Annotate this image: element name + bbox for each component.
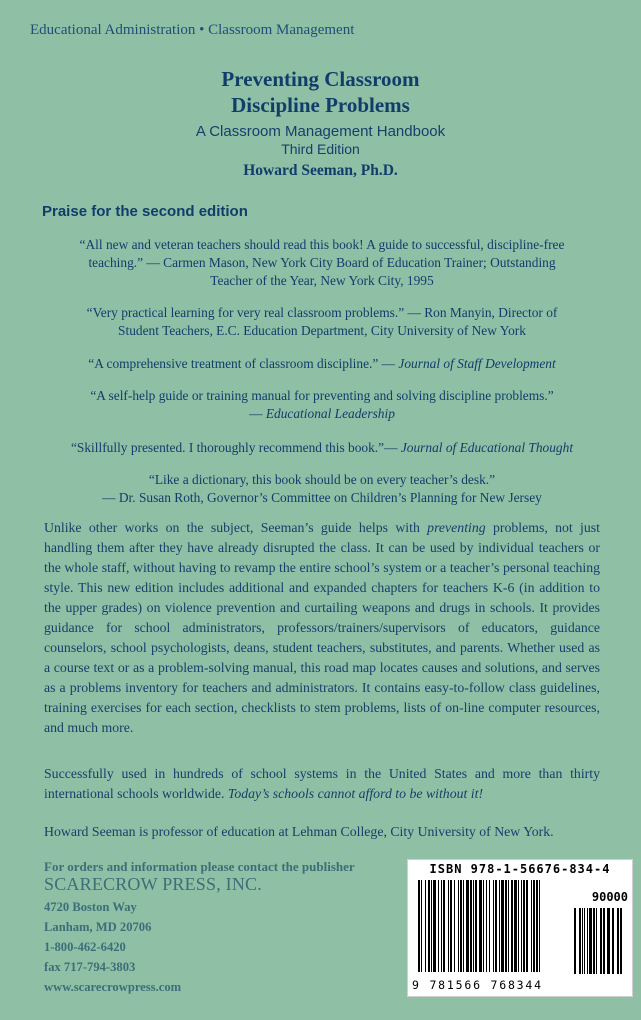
barcode-supplement-bar xyxy=(603,908,605,974)
barcode-supplement-bar xyxy=(574,908,576,974)
publisher-name: SCARECROW PRESS, INC. xyxy=(44,874,262,894)
barcode-bar xyxy=(508,880,509,972)
publisher-phone: 1-800-462-6420 xyxy=(44,940,126,954)
praise-heading: Praise for the second edition xyxy=(42,203,248,220)
praise-quote-5 xyxy=(48,439,596,457)
author-bio: Howard Seeman is professor of education at Lehman College, City University of New York. xyxy=(44,824,554,839)
barcode-supplement-bar xyxy=(617,908,619,974)
publisher-address-2: Lanham, MD 20706 xyxy=(44,920,152,934)
barcode-bar xyxy=(531,880,532,972)
barcode-bar xyxy=(470,880,472,972)
praise-quote-4 xyxy=(48,387,596,423)
quote-text: “Like a dictionary, this book should be on every teacher’s desk.” xyxy=(148,472,496,487)
quote-source: Journal of Educational Thought xyxy=(400,440,574,455)
barcode-bar xyxy=(501,880,504,972)
isbn-barcode xyxy=(407,859,633,997)
quote-text: “A comprehensive treatment of classroom discipline.” — xyxy=(88,356,399,371)
barcode-bar xyxy=(458,880,459,972)
barcode-bar xyxy=(448,880,449,972)
quote-text: Teacher of the Year, New York City, 1995 xyxy=(210,273,434,288)
quote-dash: — xyxy=(249,406,266,421)
publisher-address-1: 4720 Boston Way xyxy=(44,900,137,914)
usage-text: Successfully used in hundreds of school systems in the United States and more than thirty international schools worldwide. xyxy=(44,766,600,801)
category-line: Educational Administration • Classroom Management xyxy=(30,22,355,38)
barcode-bar xyxy=(518,880,519,972)
barcode-bar xyxy=(499,880,500,972)
barcode-bar xyxy=(450,880,452,972)
description-emphasis: preventing xyxy=(427,520,486,535)
barcode-bar xyxy=(505,880,507,972)
barcode-bar xyxy=(521,880,522,972)
description-paragraph xyxy=(44,518,600,738)
author-name: Howard Seeman, Ph.D. xyxy=(243,162,398,179)
barcode-supplement-bar xyxy=(587,908,588,974)
book-title-line-1: Preventing Classroom xyxy=(221,67,420,91)
barcode-supplement-bar xyxy=(607,908,610,974)
quote-text: “All new and veteran teachers should read this book! A guide to successful, discipline-free xyxy=(79,237,565,252)
barcode-bar xyxy=(479,880,482,972)
praise-quote-6 xyxy=(48,471,596,507)
barcode-bar xyxy=(454,880,455,972)
description-text: problems, not just handling them after they have already disrupted the class. It can be used by individual teachers or the whole staff, without having to revamp the entire school’s system or a teacher’s personal teaching style. This new edition includes additional and expanded chapters for teachers K-6 (in addition to the upper grades) on violence prevention and curtailing weapons and drugs in schools. It provides guidance for school administrators, professors/trainers/supervisors of educators, guidance counselors, school psychologists, deans, student teachers, substitutes, and parents. Whether used as a course text or as a problem-solving manual, this road map locates causes and solutions, and serves as a problems inventory for teachers and administrators. It contains easy-to-follow class guidelines, training exercises for each section, checklists to stem problems, lists of on-line computer resources, and much more. xyxy=(44,520,600,735)
barcode-bar xyxy=(475,880,477,972)
usage-paragraph xyxy=(44,764,600,804)
barcode-supplement-bar xyxy=(582,908,583,974)
ean-number: 9 781566 768344 xyxy=(412,978,543,992)
isbn-text: ISBN 978-1-56676-834-4 xyxy=(429,862,611,876)
publisher-contact-line: For orders and information please contact the publisher xyxy=(44,859,355,874)
barcode-bar xyxy=(431,880,432,972)
edition-label: Third Edition xyxy=(281,141,360,157)
barcode-supplement-bar xyxy=(593,908,595,974)
barcode-supplement-bar xyxy=(620,908,622,974)
barcode-bar xyxy=(473,880,474,972)
price-code: 90000 xyxy=(591,890,628,904)
barcode-supplement-bar xyxy=(589,908,592,974)
barcode-bar xyxy=(533,880,535,972)
quote-text: “Very practical learning for very real classroom problems.” — Ron Manyin, Director of xyxy=(86,305,558,320)
quote-text: teaching.” — Carmen Mason, New York City Board of Education Trainer; Outstanding xyxy=(88,255,556,270)
book-subtitle: A Classroom Management Handbook xyxy=(195,123,446,140)
barcode-bar xyxy=(438,880,439,972)
barcode-bar xyxy=(483,880,484,972)
usage-emphasis: Today’s schools cannot afford to be without it! xyxy=(227,786,484,801)
barcode-bar xyxy=(441,880,442,972)
quote-source: Journal of Staff Development xyxy=(398,356,556,371)
barcode-bar xyxy=(425,880,426,972)
description-text: Unlike other works on the subject, Seeman’s guide helps with xyxy=(44,520,428,535)
quote-text: — Dr. Susan Roth, Governor’s Committee on Children’s Planning for New Jersey xyxy=(102,490,542,505)
quote-text: “Skillfully presented. I thoroughly recommend this book.”— xyxy=(70,440,401,455)
barcode-bar xyxy=(489,880,490,972)
barcode-bar xyxy=(443,880,445,972)
barcode-bar xyxy=(460,880,462,972)
barcode-bar xyxy=(433,880,436,972)
barcode-supplement-bar xyxy=(600,908,602,974)
barcode-bar xyxy=(421,880,422,972)
barcode-bar xyxy=(466,880,469,972)
barcode-supplement-bar xyxy=(584,908,585,974)
publisher-website: www.scarecrowpress.com xyxy=(44,980,182,994)
barcode-bar xyxy=(536,880,538,972)
barcode-bar xyxy=(495,880,497,972)
barcode-bar xyxy=(418,880,420,972)
barcode-bar xyxy=(511,880,513,972)
quote-source: Educational Leadership xyxy=(265,406,395,421)
praise-quote-1 xyxy=(48,236,596,290)
praise-quote-2 xyxy=(48,304,596,340)
barcode-supplement-bar xyxy=(612,908,614,974)
praise-quote-3 xyxy=(48,355,596,373)
barcode-bar xyxy=(486,880,487,972)
quote-text: Student Teachers, E.C. Education Department, City University of New York xyxy=(118,323,526,338)
barcode-bar xyxy=(463,880,464,972)
barcode-bar xyxy=(514,880,517,972)
barcode-bar xyxy=(526,880,528,972)
barcode-bar xyxy=(539,880,540,972)
quote-text: “A self-help guide or training manual for preventing and solving discipline problems.” xyxy=(90,388,554,403)
barcode-bar xyxy=(493,880,494,972)
barcode-supplement-bar xyxy=(579,908,581,974)
publisher-fax: fax 717-794-3803 xyxy=(44,960,136,974)
barcode-bar xyxy=(523,880,525,972)
book-title-line-2: Discipline Problems xyxy=(231,93,410,117)
barcode-supplement-bar xyxy=(596,908,597,974)
barcode-bar xyxy=(428,880,430,972)
